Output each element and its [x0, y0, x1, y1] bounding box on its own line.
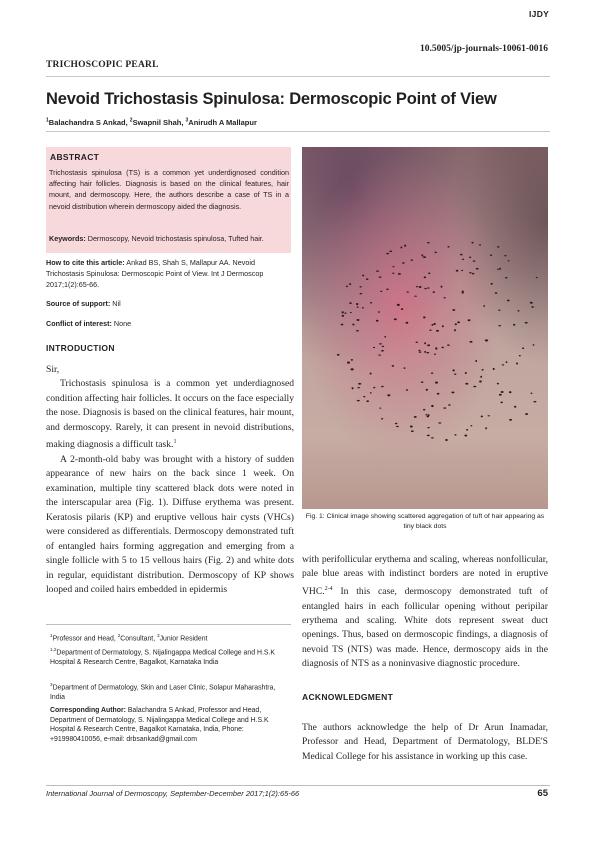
hair-tuft-dot — [530, 302, 533, 304]
hair-tuft-dot — [421, 382, 424, 383]
hair-tuft-dot — [441, 347, 444, 349]
hair-tuft-dot — [428, 414, 430, 416]
hair-tuft-dot — [519, 355, 521, 356]
affiliation-2: $^3$Department of Dermatology, Skin and Laser Clinic, Solapur Maharashtra, India — [50, 682, 276, 701]
doi[interactable]: 10.5005/jp-journals-10061-0016 — [420, 44, 548, 54]
hair-tuft-dot — [485, 339, 488, 341]
hair-tuft-dot — [499, 268, 501, 270]
hair-tuft-dot — [346, 286, 348, 288]
hair-tuft-dot — [465, 383, 468, 385]
hair-tuft-dot — [436, 330, 439, 332]
how-to-cite: How to cite this article: Ankad BS, Shah S, Mallapur AA. Nevoid Trichostasis Spinulosa: Dermoscopic Point of View. Int J Dermoscop 2017;1(2):65-66. — [46, 258, 264, 290]
discussion-paragraph: with perifollicular erythema and scaling, whereas nonfollicular, pale blue areas with indistinct borders are noted in eruptive VHC.$^{2-4}$ In this case, dermoscopy demonstrated tuft of entangled hairs in each follicular opening without peripilar erythema and scaling. White dots represent sweat duct openings. Thus, based on dermoscopic findings, a diagnosis of nevoid TS (NTS) was made. Hence, dermoscopy aids in the diagnosis of NTS as a noninvasive diagnostic procedure. — [302, 554, 548, 670]
hair-tuft-dot — [352, 323, 354, 325]
hair-tuft-dot — [506, 361, 508, 363]
hair-tuft-dot — [427, 344, 430, 346]
hair-tuft-dot — [480, 376, 482, 378]
hair-tuft-dot — [435, 252, 437, 254]
hair-tuft-dot — [487, 415, 490, 416]
hair-tuft-dot — [414, 416, 417, 418]
hair-tuft-dot — [427, 435, 430, 437]
hair-tuft-dot — [421, 254, 423, 256]
hair-tuft-dot — [452, 369, 454, 371]
hair-tuft-dot — [351, 359, 353, 361]
hair-tuft-dot — [447, 246, 449, 248]
hair-tuft-dot — [451, 391, 454, 393]
hair-tuft-dot — [415, 342, 418, 343]
hair-tuft-dot — [497, 246, 499, 248]
hair-tuft-dot — [363, 396, 365, 398]
hair-tuft-dot — [411, 259, 414, 260]
hair-tuft-dot — [441, 286, 443, 288]
hair-tuft-dot — [431, 373, 434, 374]
hair-tuft-dot — [427, 427, 430, 428]
hair-tuft-dot — [396, 426, 399, 427]
hair-tuft-dot — [500, 402, 502, 404]
hair-tuft-dot — [426, 389, 428, 391]
hair-tuft-dot — [514, 406, 516, 408]
hair-tuft-dot — [424, 288, 427, 290]
column-2-body — [302, 553, 548, 672]
hair-tuft-dot — [490, 255, 492, 256]
hair-tuft-dot — [359, 286, 361, 287]
hair-tuft-dot — [435, 347, 438, 349]
hair-tuft-dot — [366, 278, 369, 280]
hair-tuft-dot — [370, 302, 372, 304]
hair-tuft-dot — [379, 343, 382, 344]
hair-tuft-dot — [475, 360, 477, 362]
hair-tuft-dot — [423, 316, 426, 318]
header-divider — [46, 76, 550, 77]
hair-tuft-dot — [473, 386, 476, 388]
hair-tuft-dot — [442, 325, 444, 327]
hair-tuft-dot — [533, 401, 536, 402]
hair-tuft-dot — [382, 346, 385, 347]
hair-tuft-dot — [386, 253, 389, 254]
hair-tuft-dot — [502, 364, 505, 365]
hair-tuft-dot — [337, 354, 340, 356]
hair-tuft-dot — [536, 277, 538, 278]
introduction-body — [46, 363, 294, 597]
hair-tuft-dot — [498, 325, 501, 326]
clinical-image — [302, 147, 548, 509]
hair-tuft-dot — [495, 292, 498, 294]
hair-tuft-dot — [433, 323, 435, 325]
hair-tuft-dot — [465, 372, 467, 374]
hair-tuft-dot — [497, 383, 499, 385]
hair-tuft-dot — [394, 318, 397, 320]
hair-tuft-dot — [384, 336, 386, 338]
hair-tuft-dot — [431, 405, 434, 407]
hair-tuft-dot — [419, 351, 422, 352]
hair-tuft-dot — [400, 247, 402, 249]
salutation: Sir, — [46, 364, 60, 375]
hair-tuft-dot — [389, 250, 392, 252]
footer-divider — [46, 785, 550, 786]
hair-tuft-dot — [468, 319, 471, 321]
hair-tuft-dot — [491, 283, 493, 285]
hair-tuft-dot — [357, 306, 359, 307]
acknowledgment-heading: ACKNOWLEDGMENT — [302, 692, 394, 702]
hair-tuft-dot — [517, 310, 519, 311]
affiliation-1: $^{1,2}$Department of Dermatology, S. Nijalingappa Medical College and H.S.K Hospital & Research Centre, Bagalkot, Karnataka India — [50, 647, 275, 666]
hair-tuft-dot — [501, 391, 504, 393]
hair-tuft-dot — [379, 276, 382, 278]
hair-tuft-dot — [469, 272, 472, 273]
hair-tuft-dot — [466, 429, 468, 431]
hair-tuft-dot — [434, 353, 436, 354]
author-2: $^2$Swapnil Shah, — [129, 117, 186, 127]
hair-tuft-dot — [454, 434, 456, 436]
hair-tuft-dot — [349, 283, 351, 285]
hair-tuft-dot — [373, 387, 375, 389]
article-title: Nevoid Trichostasis Spinulosa: Dermoscopic Point of View — [46, 90, 497, 108]
hair-tuft-dot — [433, 291, 435, 293]
hair-tuft-dot — [424, 342, 426, 344]
hair-tuft-dot — [376, 320, 379, 322]
hair-tuft-dot — [404, 245, 406, 247]
hair-tuft-dot — [456, 270, 459, 272]
hair-tuft-dot — [398, 273, 401, 275]
hair-tuft-dot — [381, 350, 384, 352]
hair-tuft-dot — [448, 404, 451, 406]
hair-tuft-dot — [507, 300, 510, 302]
abstract-heading: ABSTRACT — [50, 152, 100, 162]
hair-tuft-dot — [505, 277, 507, 279]
abstract-text: Trichostasis spinulosa (TS) is a common yet underdignosed condition affecting hair follicles. Diagnosis is based on the clinical features, hair mount, and dermoscopy. Here, the authors describe a case of TS in a nevoid distribution wherein dermoscopy aided the diagnosis. — [49, 168, 289, 211]
author-roles: $^1$Professor and Head, $^2$Consultant, $^3$Junior Resident — [50, 633, 208, 643]
hair-tuft-dot — [395, 423, 398, 425]
hair-tuft-dot — [429, 330, 431, 331]
journal-tag — [0, 0, 594, 30]
hair-tuft-dot — [406, 389, 408, 390]
hair-tuft-dot — [461, 292, 463, 293]
hair-tuft-dot — [460, 254, 463, 256]
hair-tuft-dot — [370, 373, 372, 375]
hair-tuft-dot — [516, 363, 518, 365]
hair-tuft-dot — [427, 242, 430, 243]
hair-tuft-dot — [401, 308, 404, 310]
hair-tuft-dot — [351, 368, 354, 370]
hair-tuft-dot — [533, 344, 535, 346]
hair-tuft-dot — [419, 286, 422, 288]
source-of-support: Source of support: Nil — [46, 299, 121, 308]
hair-tuft-dot — [362, 275, 364, 277]
hair-tuft-dot — [425, 414, 427, 415]
hair-tuft-dot — [347, 362, 350, 364]
author-1: $^1$Balachandra S Ankad, — [46, 117, 130, 127]
hair-tuft-dot — [379, 407, 381, 408]
hair-tuft-dot — [455, 323, 457, 325]
hair-tuft-dot — [462, 259, 464, 260]
hair-tuft-dot — [454, 374, 456, 375]
hair-tuft-dot — [525, 322, 528, 324]
hair-tuft-dot — [406, 322, 409, 324]
hair-tuft-dot — [416, 286, 418, 287]
hair-tuft-dot — [357, 319, 360, 321]
hair-tuft-dot — [381, 418, 383, 419]
hair-tuft-dot — [479, 380, 482, 382]
hair-tuft-dot — [445, 439, 448, 441]
hair-tuft-dot — [407, 291, 409, 292]
hair-tuft-dot — [387, 394, 390, 396]
hair-tuft-dot — [444, 297, 446, 298]
hair-tuft-dot — [498, 309, 500, 310]
journal-tag-bar — [509, 6, 594, 30]
hair-tuft-dot — [349, 302, 351, 304]
hair-tuft-dot — [392, 272, 394, 274]
hair-tuft-dot — [443, 407, 446, 408]
hair-tuft-dot — [414, 296, 417, 297]
keywords: Keywords: Dermoscopy, Nevoid trichostasis spinulosa, Tufted hair. — [49, 234, 264, 243]
hair-tuft-dot — [531, 392, 533, 394]
hair-tuft-dot — [513, 324, 515, 326]
hair-tuft-dot — [482, 369, 484, 371]
hair-tuft-dot — [386, 289, 389, 290]
hair-tuft-dot — [472, 273, 475, 275]
hair-tuft-dot — [352, 387, 354, 389]
hair-tuft-dot — [531, 306, 533, 308]
hair-tuft-dot — [427, 287, 429, 289]
hair-tuft-dot — [469, 341, 472, 343]
author-3: $^3$Anirudh A Mallapur — [185, 117, 257, 127]
hair-tuft-dot — [424, 276, 426, 278]
hair-tuft-dot — [366, 400, 369, 402]
footer-citation: International Journal of Dermoscopy, September-December 2017;1(2):65-66 — [46, 789, 300, 798]
hair-tuft-dot — [350, 312, 352, 313]
hair-tuft-dot — [464, 434, 467, 436]
intro-paragraph-2: A 2-month-old baby was brought with a history of sudden appearance of new hairs on the back since 1 week. On examination, multiple tiny scattered black dots were noted in the interscapular area (Fig. 1). Diffuse erythema was present. Keratosis pilaris (KP) and eruptive vellous hair cysts (VHCs) were considered as differentials. Dermoscopy demonstrated tuft of entangled hairs forming aggregation and emerging from a single follicle with 5 to 15 vellous hairs (Fig. 2) and white dots in regular, equidistant distribution. Dermoscopy of KP shows looped and coiled hairs embedded in epidermis — [46, 453, 294, 595]
hair-tuft-dot — [508, 260, 510, 261]
title-divider — [46, 131, 550, 132]
hair-tuft-dot — [376, 270, 379, 271]
hair-tuft-dot — [360, 293, 363, 294]
hair-tuft-dot — [357, 387, 360, 388]
hair-tuft-dot — [342, 311, 344, 313]
hair-tuft-dot — [435, 382, 438, 384]
hair-tuft-dot — [438, 422, 441, 423]
hair-tuft-dot — [402, 262, 405, 263]
hair-tuft-dot — [378, 311, 380, 313]
hair-tuft-dot — [525, 413, 528, 415]
hair-tuft-dot — [356, 330, 359, 331]
hair-tuft-dot — [485, 427, 487, 429]
hair-tuft-dot — [471, 242, 473, 244]
hair-tuft-dot — [342, 315, 344, 317]
hair-tuft-dot — [454, 329, 456, 331]
hair-tuft-dot — [410, 425, 413, 427]
hair-tuft-dot — [428, 273, 430, 275]
page-number: 65 — [537, 788, 548, 799]
hair-tuft-dot — [470, 425, 472, 426]
hair-tuft-dot — [373, 347, 375, 348]
hair-tuft-dot — [404, 367, 406, 369]
hair-tuft-dot — [457, 321, 460, 323]
hair-tuft-dot — [493, 368, 495, 370]
corresponding-author: Corresponding Author: Balachandra S Ankad, Professor and Head, Department of Dermatology, S. Nijalingappa Medical College and H.S.K Hospital & Research Centre, Bagalkot Karnataka, India, Phone: +919980410056, e-mail: drbsankad@gmail.com — [50, 707, 269, 744]
affiliations-box — [46, 624, 291, 765]
hair-tuft-dot — [499, 394, 502, 396]
hair-tuft-dot — [522, 347, 524, 349]
hair-tuft-dot — [393, 266, 395, 267]
hair-tuft-dot — [423, 409, 425, 411]
author-list — [46, 117, 257, 127]
figure-caption: Fig. 1: Clinical image showing scattered aggregation of tuft of hair appearing as tiny black dots — [305, 513, 545, 530]
hair-tuft-dot — [461, 270, 463, 271]
intro-paragraph-1: Trichostasis spinulosa is a common yet underdiagnosed condition affecting hair follicles. It occurs on the face especially the nose. Diagnosis is based on the clinical features, hair mount, and dermoscopy. Rarely, it can present in nevoid distributions, making diagnosis a difficult task.$^1$ — [46, 378, 294, 451]
hair-tuft-dot — [392, 365, 395, 367]
hair-tuft-dot — [431, 437, 434, 438]
hair-tuft-dot — [357, 400, 360, 401]
hair-tuft-dot — [380, 291, 382, 292]
hair-tuft-dot — [469, 257, 472, 258]
hair-tuft-dot — [424, 351, 426, 353]
hair-tuft-dot — [437, 393, 440, 395]
hair-tuft-dot — [431, 324, 433, 326]
hair-tuft-dot — [504, 255, 506, 256]
hair-tuft-dot — [341, 324, 344, 326]
hair-tuft-dot — [423, 256, 426, 258]
section-label: TRICHOSCOPIC PEARL — [46, 60, 159, 70]
hair-tuft-dot — [473, 260, 476, 261]
hair-tuft-dot — [370, 392, 372, 394]
hair-tuft-dot — [479, 244, 481, 246]
hair-tuft-dot — [509, 391, 512, 393]
hair-tuft-dot — [356, 303, 358, 305]
hair-tuft-dot — [397, 304, 400, 306]
hair-tuft-dot — [378, 354, 381, 355]
hair-tuft-dot — [381, 386, 384, 388]
acknowledgment-body: The authors acknowledge the help of Dr Arun Inamadar, Professor and Head, Department of Dermatology, BLDE'S Medical College for his assistance in working up this case. — [302, 721, 548, 762]
hair-tuft-dot — [362, 307, 364, 309]
hair-tuft-dot — [476, 268, 479, 270]
hair-tuft-dot — [411, 430, 414, 432]
journal-abbrev: IJDY — [529, 9, 550, 19]
clinical-photo — [302, 147, 548, 509]
abstract-box — [46, 147, 291, 253]
hair-tuft-dot — [344, 312, 346, 314]
hair-tuft-dot — [426, 352, 429, 353]
conflict-of-interest: Conflict of interest: None — [46, 319, 132, 328]
hair-tuft-dot — [447, 344, 450, 346]
hair-tuft-dot — [481, 415, 483, 417]
hair-tuft-dot — [418, 350, 420, 351]
hair-tuft-dot — [509, 419, 512, 421]
hair-tuft-dot — [483, 305, 485, 307]
hair-tuft-dot — [452, 309, 455, 311]
hair-tuft-dot — [358, 383, 361, 385]
hair-tuft-dot — [497, 269, 499, 270]
introduction-heading: INTRODUCTION — [46, 343, 115, 353]
